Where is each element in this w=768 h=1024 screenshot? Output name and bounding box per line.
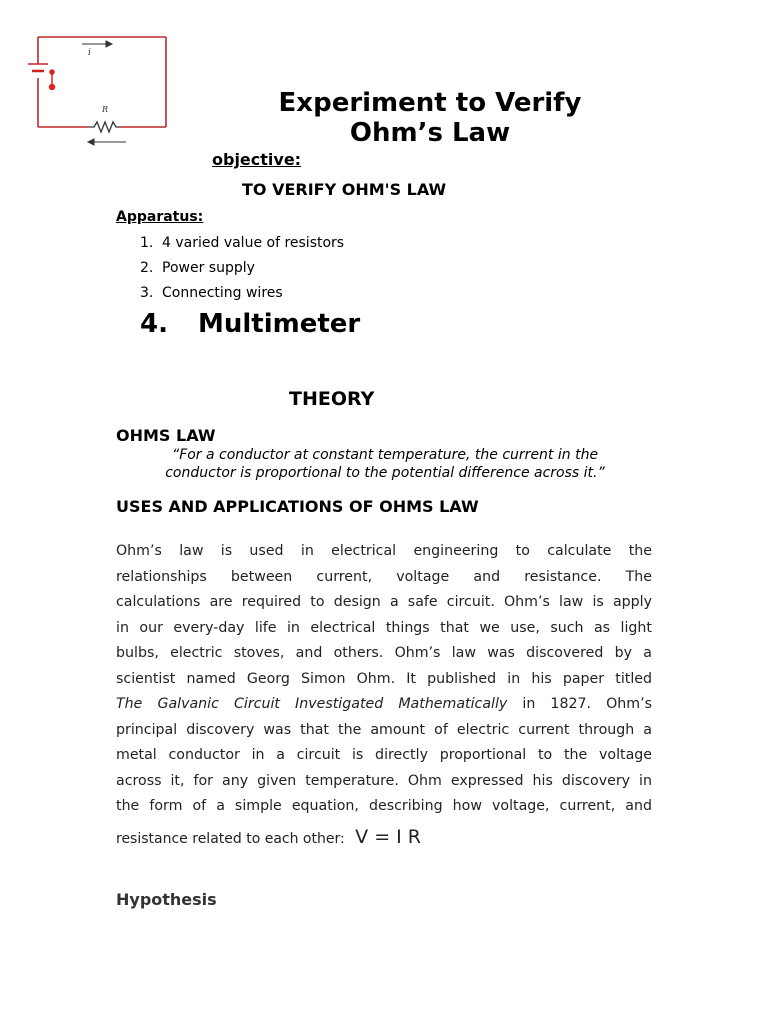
paragraph-line: metal conductor in a circuit is directly proportional to the voltage — [116, 747, 652, 763]
paragraph-line: calculations are required to design a safe circuit. Ohm’s law is apply — [116, 594, 652, 610]
paragraph-line: in our every-day life in electrical things that we use, such as light — [116, 619, 652, 636]
quote-line: conductor is proportional to the potential difference across it.” — [165, 465, 605, 481]
ohms-law-quote — [120, 446, 650, 482]
theory-heading: THEORY — [289, 388, 375, 410]
list-number: 4. — [140, 309, 168, 339]
apparatus-label: Apparatus: — [116, 209, 204, 225]
paragraph-line: bulbs, electric stoves, and others. Ohm’s law was discovered by a — [116, 645, 652, 661]
list-number: 1. — [140, 235, 154, 251]
battery-icon — [28, 64, 48, 78]
objective-text: TO VERIFY OHM'S LAW — [242, 180, 447, 199]
uses-heading: USES AND APPLICATIONS OF OHMS LAW — [116, 497, 479, 516]
current-arrow-icon — [82, 41, 112, 47]
list-text: Connecting wires — [162, 285, 283, 301]
resistor-icon — [88, 122, 120, 132]
list-item — [140, 233, 344, 258]
paragraph-line: across it, for any given temperature. Ohm expressed his discovery in — [116, 772, 652, 789]
list-item — [140, 258, 344, 283]
list-number: 2. — [140, 260, 154, 276]
hypothesis-heading: Hypothesis — [116, 890, 217, 909]
switch-icon — [50, 70, 55, 90]
paragraph-line-with-title — [116, 692, 652, 718]
list-text: 4 varied value of resistors — [162, 235, 345, 251]
current-label: i — [88, 48, 91, 58]
title-line-1: Experiment to Verify — [278, 88, 582, 118]
circuit-diagram — [22, 34, 172, 149]
objective-label: objective: — [212, 150, 302, 169]
paragraph-fragment: resistance related to each other: — [116, 831, 345, 847]
list-text: Multimeter — [198, 309, 361, 339]
list-number: 3. — [140, 285, 154, 301]
paragraph-line: scientist named Georg Simon Ohm. It published in his paper titled — [116, 670, 652, 687]
paper-title: The Galvanic Circuit Investigated Mathematically — [116, 696, 508, 712]
current-return-arrow-icon — [88, 139, 126, 145]
paragraph-line: Ohm’s law is used in electrical engineering to calculate the — [116, 543, 652, 559]
big-list-item — [140, 309, 360, 339]
paragraph-last-line — [116, 826, 421, 848]
title-line-2: Ohm’s Law — [349, 118, 511, 148]
paragraph-line: principal discovery was that the amount of electric current through a — [116, 721, 652, 738]
apparatus-list — [140, 233, 344, 308]
list-text: Power supply — [162, 260, 255, 276]
uses-paragraph — [116, 539, 652, 820]
paragraph-line: the form of a simple equation, describing how voltage, current, and — [116, 798, 652, 814]
list-item — [140, 283, 344, 308]
paragraph-line: relationships between current, voltage and resistance. The — [116, 568, 652, 585]
paragraph-fragment: in 1827. Ohm’s — [522, 696, 653, 712]
ohms-law-equation: V = I R — [355, 826, 421, 848]
quote-line: “For a conductor at constant temperature, the current in the — [171, 447, 599, 463]
ohms-law-heading: OHMS LAW — [116, 426, 216, 445]
resistor-label: R — [102, 105, 109, 114]
